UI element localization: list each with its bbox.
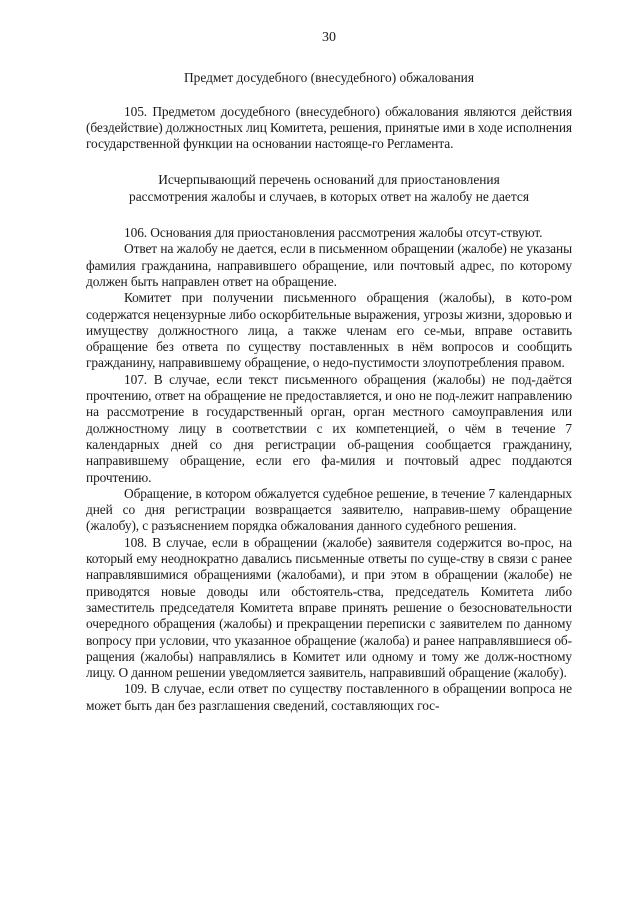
section-heading-appeal-subject: Предмет досудебного (внесудебного) обжалования — [183, 70, 475, 86]
document-page — [86, 30, 572, 714]
paragraph-105: 105. Предметом досудебного (внесудебного) обжалования являются действия (бездействие) должностных лиц Комитета, решения, принятые ими в ходе исполнения государственной функции на основании настояще-го Регламента. — [86, 103, 572, 152]
heading-line-2: рассмотрения жалобы и случаев, в которых ответ на жалобу не дается — [129, 188, 529, 204]
paragraph-obscene-content: Комитет при получении письменного обращения (жалобы), в кото-ром содержатся нецензурные либо оскорбительные выражения, угрозы жизни, здоровью и имуществу должностного лица, а также членам его се-мьи, вправе оставить обращение без ответа по существу поставленных в нём вопросов и сообщить гражданину, направившему обращение, о недо-пустимости злоупотребления правом. — [86, 290, 572, 371]
paragraph-106: 106. Основания для приостановления рассмотрения жалобы отсут-ствуют. — [124, 225, 543, 241]
page-number: 30 — [322, 30, 336, 45]
paragraph-107: 107. В случае, если текст письменного обращения (жалобы) не под-даётся прочтению, ответ на обращение не предоставляется, и оно не под-лежит направлению на рассмотрение в государственный орган, орган местного самоуправления или должностному лицу в соответствии с их компетенцией, о чём в течение 7 календарных дней со дня регистрации об-ращения сообщается гражданину, направившему обращение, если его фа-милия и почтовый адрес поддаются прочтению. — [86, 371, 572, 485]
paragraph-court-decision: Обращение, в котором обжалуется судебное решение, в течение 7 календарных дней со дня регистрации возвращается заявителю, направив-шему обращение (жалобу), с разъяснением порядка обжалования данного судебного решения. — [86, 485, 572, 534]
paragraph-108: 108. В случае, если в обращении (жалобе) заявителя содержится во-прос, на который ему неоднократно давались письменные ответы по суще-ству в связи с ранее направлявшимися обращениями (жалобами), и при этом в обращении (жалобе) не приводятся новые доводы или обстоятель-ства, председатель Комитета либо заместитель председателя Комитета вправе принять решение о безосновательности очередного обращения (жалобы) и прекращении переписки с заявителем по данному вопросу при условии, что указанное обращение (жалоба) и ранее направлявшиеся об-ращения (жалобы) направлялись в Комитет или одному и тому же долж-ностному лицу. О данном решении уведомляется заявитель, направивший обращение (жалобу). — [86, 534, 572, 681]
paragraph-no-answer: Ответ на жалобу не дается, если в письменном обращении (жалобе) не указаны фамилия гражданина, направившего обращение, или почтовый адрес, по которому должен быть направлен ответ на обращение. — [86, 241, 572, 289]
heading-line-1: Исчерпывающий перечень оснований для приостановления — [158, 172, 500, 188]
paragraph-109: 109. В случае, если ответ по существу поставленного в обращении вопроса не может быть дан без разглашения сведений, составляющих гос- — [86, 681, 572, 713]
section-heading-suspension-grounds — [86, 172, 572, 205]
